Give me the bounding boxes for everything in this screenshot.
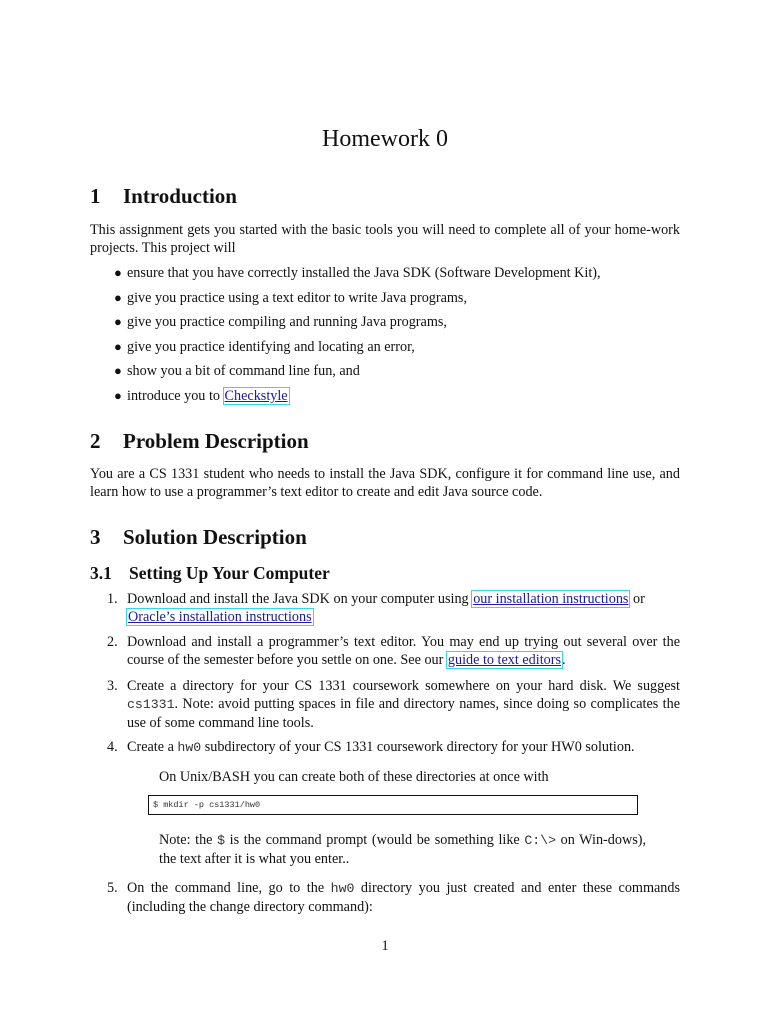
mkdir-code-block: $ mkdir -p cs1331/hw0 [148, 795, 638, 815]
bullet-icon: ● [114, 289, 122, 305]
setup-steps-list [90, 879, 680, 916]
text-editors-guide-link[interactable]: guide to text editors [447, 652, 561, 668]
section-heading-problem-description: 2 Problem Description [90, 429, 309, 453]
our-installation-link[interactable]: our installation instructions [473, 591, 629, 607]
checkstyle-link[interactable]: Checkstyle [224, 387, 288, 404]
document-title: Homework 0 [322, 126, 448, 152]
setup-steps-list [90, 590, 680, 626]
list-item: 1. Download and install the Java SDK on your computer using our installation instructions or Oracle’s installation instructions [107, 591, 645, 625]
list-item: ● give you practice compiling and running Java programs, [114, 314, 447, 331]
setup-steps-list [90, 677, 680, 732]
setup-steps-list [90, 633, 680, 669]
list-item: ● ensure that you have correctly installed the Java SDK (Software Development Kit), [114, 265, 601, 281]
bullet-icon: ● [114, 265, 122, 280]
setup-steps-list [90, 738, 680, 757]
oracle-installation-link[interactable]: Oracle’s installation instructions [128, 609, 312, 625]
list-item: ● show you a bit of command line fun, and [114, 363, 360, 380]
section-heading-introduction: 1 Introduction [90, 184, 237, 208]
intro-paragraph: This assignment gets you started with the basic tools you will need to complete all of your home-work projects. This project will [90, 222, 680, 256]
mkdir-instruction: On Unix/BASH you can create both of these directories at once with [159, 769, 549, 785]
bullet-icon: ● [114, 387, 122, 403]
list-item: ● introduce you to Checkstyle [114, 387, 288, 404]
subsection-heading-setting-up: 3.1 Setting Up Your Computer [90, 563, 330, 583]
list-item: 3. Create a directory for your CS 1331 coursework somewhere on your hard disk. We suggest cs1331. Note: avoid putting spaces in file and directory names, since doing so complicates the use of some command line tools. [107, 678, 680, 731]
list-item: 4. Create a hw0 subdirectory of your CS 1331 coursework directory for your HW0 solution. [107, 739, 635, 755]
page-number: 1 [381, 938, 389, 954]
command-prompt-note: Note: the $ is the command prompt (would be something like C:\> on Win-dows), the text after it is what you enter.. [159, 832, 646, 867]
list-item: 2. Download and install a programmer’s text editor. You may end up trying out several over the course of the semester before you settle on one. See our guide to text editors. [107, 634, 680, 668]
bullet-icon: ● [114, 338, 122, 354]
list-item: 5. On the command line, go to the hw0 directory you just created and enter these commands (including the change directory command): [107, 880, 680, 915]
list-item: ● give you practice using a text editor to write Java programs, [114, 289, 468, 306]
bullet-icon: ● [114, 363, 122, 379]
intro-bullet-list [90, 264, 601, 412]
bullet-icon: ● [114, 314, 122, 330]
list-item: ● give you practice identifying and locating an error, [114, 338, 415, 355]
problem-paragraph: You are a CS 1331 student who needs to install the Java SDK, configure it for command line use, and learn how to use a programmer’s text editor to create and edit Java source code. [90, 466, 680, 500]
section-heading-solution-description: 3 Solution Description [90, 525, 307, 549]
